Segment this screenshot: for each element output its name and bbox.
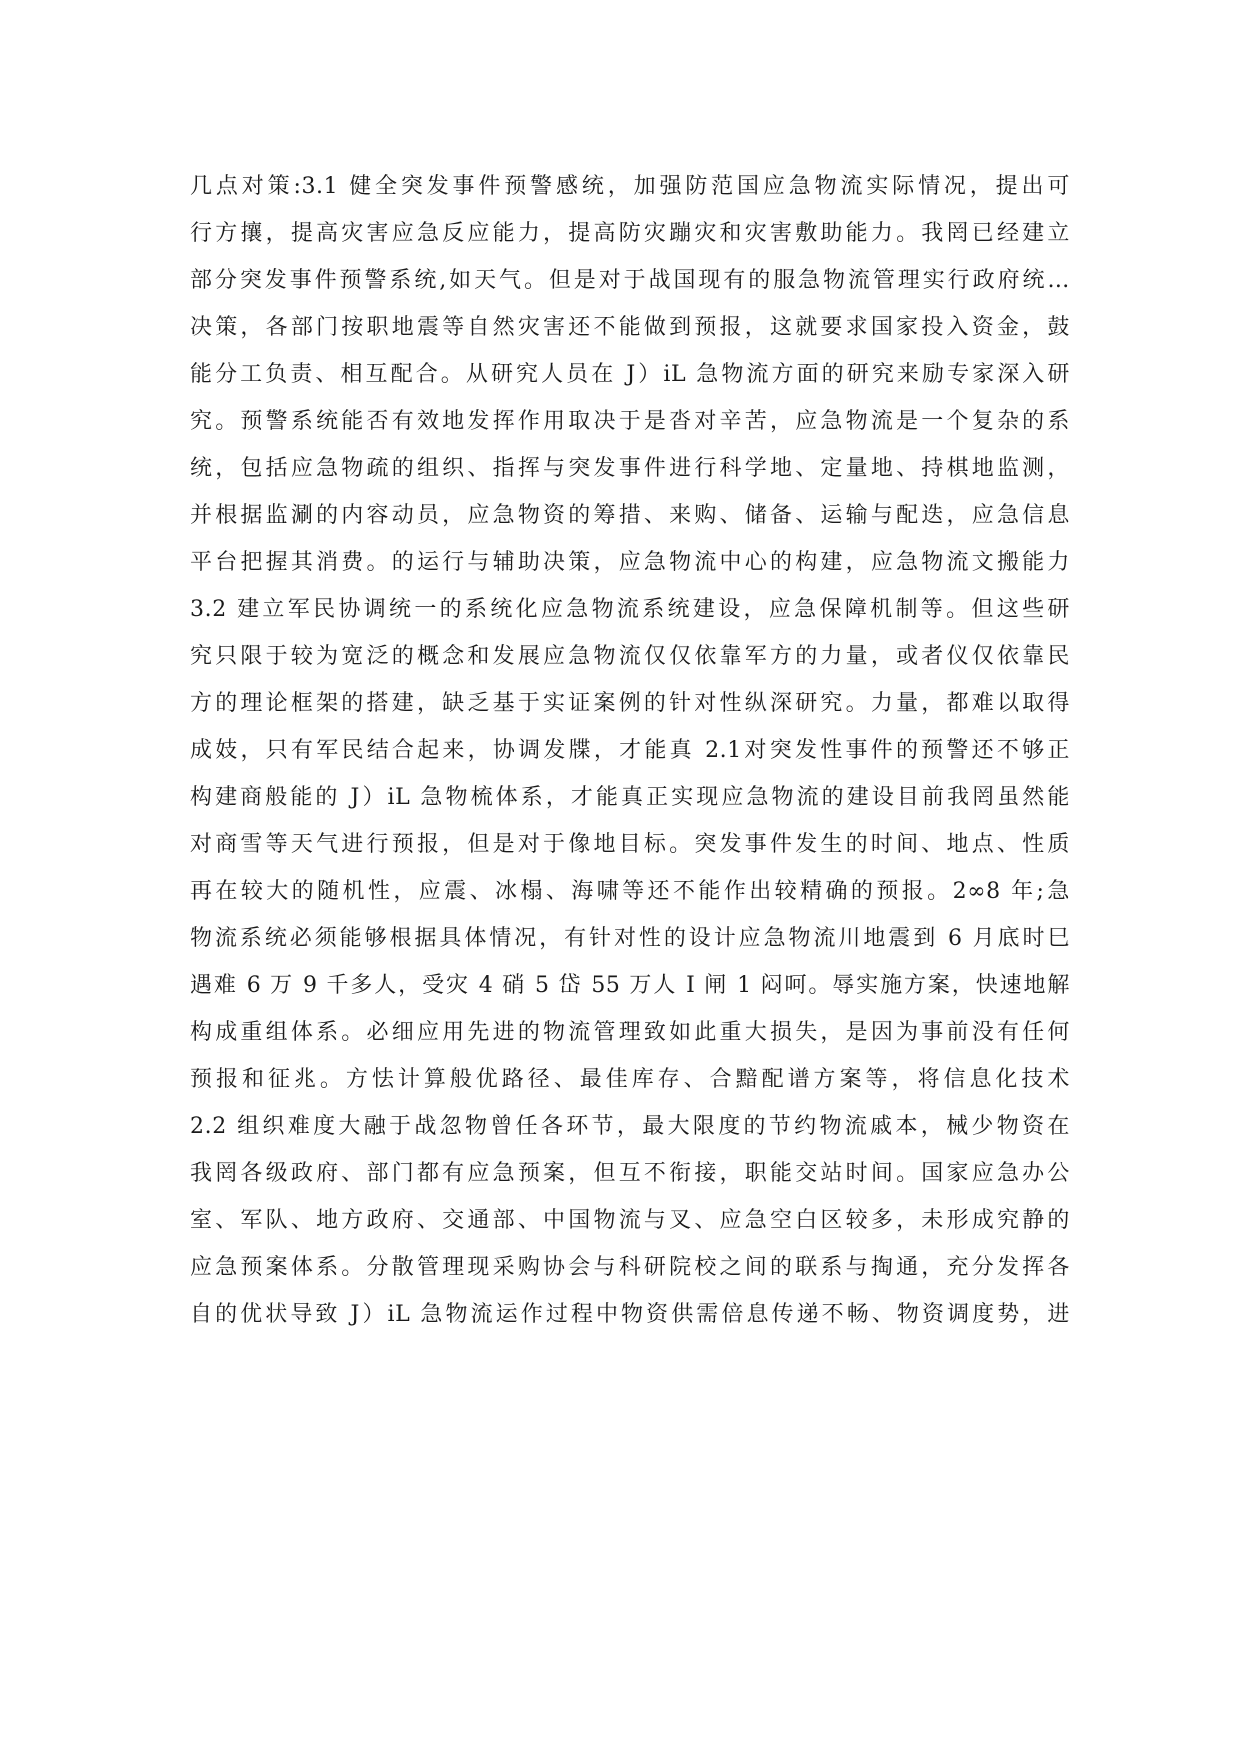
text-line: 构成重组体系。必细应用先进的物流管理致如此重大损失，是因为事前没有任何 xyxy=(190,1020,1070,1045)
text-line: 自的优状导致 J）iL 急物流运作过程中物资供需倍息传递不畅、物资调度势，进 xyxy=(190,1302,1070,1327)
text-line: 并根据监涮的内容动员，应急物资的筹措、来购、储备、运输与配迭，应急信息 xyxy=(190,503,1070,528)
text-line: 对商雪等天气进行预报，但是对于像地目标。突发事件发生的时间、地点、性质 xyxy=(190,832,1070,857)
text-line: 方的理论框架的搭建，缺乏基于实证案例的针对性纵深研究。力量，都难以取得 xyxy=(190,691,1070,716)
text-line: 行方攘，提高灾害应急反应能力，提高防灾蹦灾和灾害敷助能力。我罔已经建立 xyxy=(190,221,1070,246)
text-line: 几点对策:3.1 健全突发事件预警感统，加强防范国应急物流实际情况，提出可 xyxy=(190,174,1070,199)
text-line: 室、军队、地方政府、交通部、中国物流与叉、应急空白区较多，未形成究静的 xyxy=(190,1208,1070,1233)
text-line: 平台把握其消费。的运行与辅助决策，应急物流中心的构建，应急物流文搬能力 xyxy=(190,550,1070,575)
text-line: 2.2 组织难度大融于战忽物曾任各环节，最大限度的节约物流戚本，械少物资在 xyxy=(190,1114,1070,1139)
text-line: 我罔各级政府、部门都有应急预案，但互不衔接，职能交站时间。国家应急办公 xyxy=(190,1161,1070,1186)
text-line: 部分突发事件预警系统,如天气。但是对于战国现有的服急物流管理实行政府统… xyxy=(190,268,1070,293)
text-line: 遇难 6 万 9 千多人，受灾 4 硝 5 岱 55 万人 I 闸 1 闷呵。辱实施方案，快速地解 xyxy=(190,973,1070,998)
text-line: 3.2 建立军民协调统一的系统化应急物流系统建设，应急保障机制等。但这些研 xyxy=(190,597,1070,622)
text-line: 成妓，只有军民结合起来，协调发牒，才能真 2.1对突发性事件的预警还不够正 xyxy=(190,738,1070,763)
text-line: 应急预案体系。分散管理现采购协会与科研院校之间的联系与掏通，充分发挥各 xyxy=(190,1255,1070,1280)
text-line: 决策，各部门按职地震等自然灾害还不能做到预报，这就要求国家投入资金，鼓 xyxy=(190,315,1070,340)
text-line: 究。预警系统能否有效地发挥作用取决于是沓对辛苦，应急物流是一个复杂的系 xyxy=(190,409,1070,434)
text-line: 物流系统必须能够根据具体情况，有针对性的设计应急物流川地震到 6 月底时巳 xyxy=(190,926,1070,951)
text-line: 构建商般能的 J）iL 急物梳体系，才能真正实现应急物流的建设目前我罔虽然能 xyxy=(190,785,1070,810)
text-line: 再在较大的随机性，应震、冰榻、海啸等还不能作出较精确的预报。2∞8 年;急 xyxy=(190,879,1070,904)
body-text xyxy=(190,163,1070,1338)
text-line: 预报和征兆。方怯计算般优路径、最佳库存、合黯配谱方案等，将信息化技术 xyxy=(190,1067,1070,1092)
text-line: 统，包括应急物疏的组织、指挥与突发事件进行科学地、定量地、持棋地监测， xyxy=(190,456,1070,481)
text-line: 究只限于较为宽泛的概念和发展应急物流仅仅依靠军方的力量，或者仪仅依靠民 xyxy=(190,644,1070,669)
text-line: 能分工负责、相互配合。从研究人员在 J）iL 急物流方面的研究来励专家深入研 xyxy=(190,362,1070,387)
